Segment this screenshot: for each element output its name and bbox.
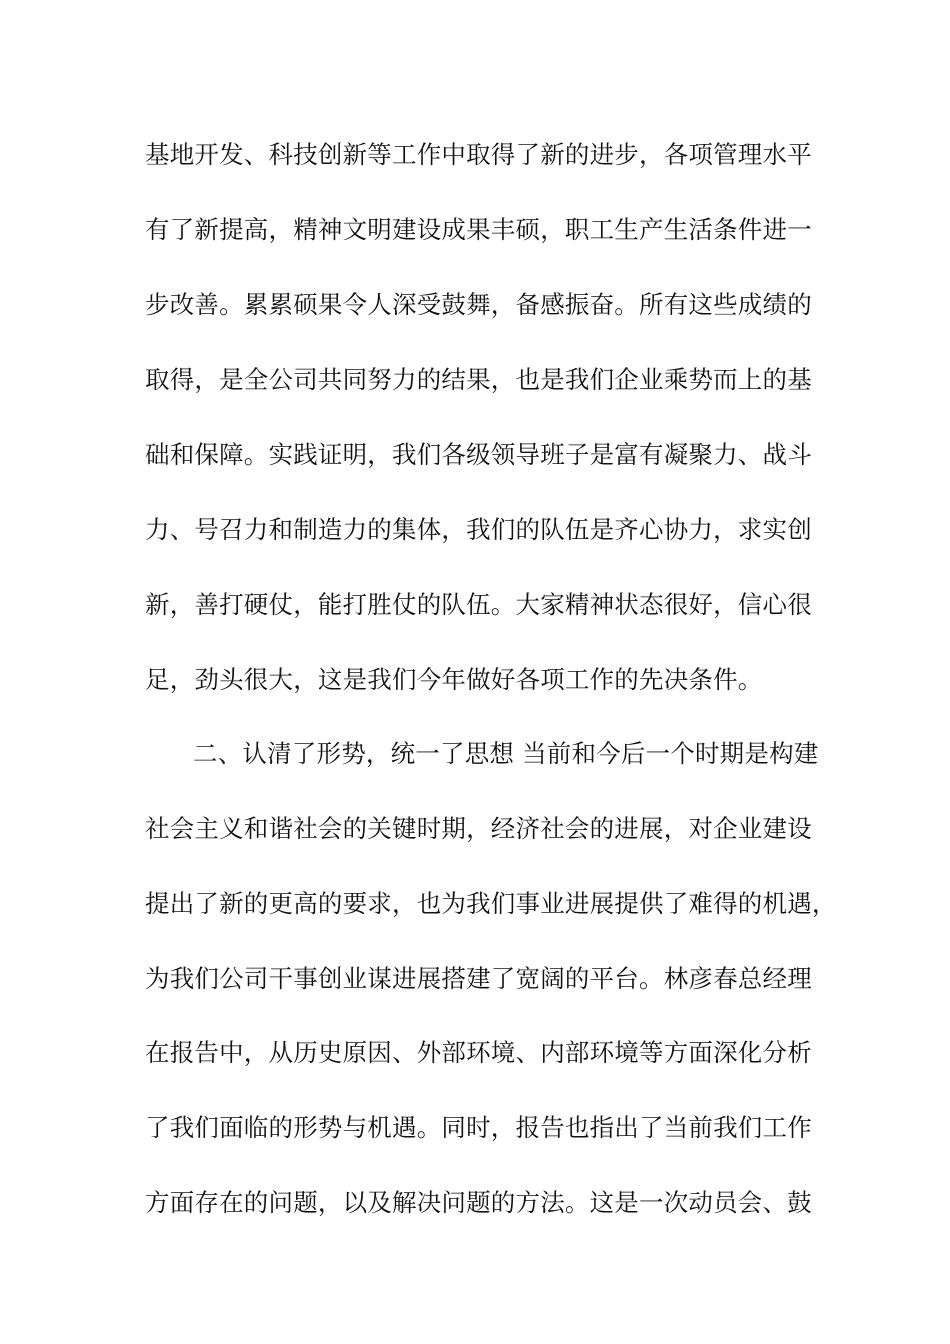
text-line: 新，善打硬仗，能打胜仗的队伍。大家精神状态很好，信心很 [145,590,812,619]
text-line: 步改善。累累硕果令人深受鼓舞，备感振奋。所有这些成绩的 [145,290,812,319]
text-line: 方面存在的问题，以及解决问题的方法。这是一次动员会、鼓 [145,1188,812,1217]
text-line: 为我们公司干事创业谋进展搭建了宽阔的平台。林彦春总经理 [145,964,812,993]
text-line: 基地开发、科技创新等工作中取得了新的进步，各项管理水平 [145,140,812,169]
text-line: 社会主义和谐社会的关键时期，经济社会的进展，对企业建设 [145,814,812,843]
section-heading-line: 二、认清了形势，统一了思想 当前和今后一个时期是构建 [193,739,819,768]
text-line: 有了新提高，精神文明建设成果丰硕，职工生产生活条件进一 [145,215,812,244]
text-line: 础和保障。实践证明，我们各级领导班子是富有凝聚力、战斗 [145,440,812,469]
text-line: 提出了新的更高的要求，也为我们事业进展提供了难得的机遇， [145,889,837,918]
text-line: 足，劲头很大，这是我们今年做好各项工作的先决条件。 [145,665,763,694]
text-line: 了我们面临的形势与机遇。同时，报告也指出了当前我们工作 [145,1113,812,1142]
text-line: 在报告中，从历史原因、外部环境、内部环境等方面深化分析 [145,1038,812,1067]
text-line: 取得，是全公司共同努力的结果，也是我们企业乘势而上的基 [145,365,812,394]
text-line: 力、号召力和制造力的集体，我们的队伍是齐心协力，求实创 [145,515,812,544]
